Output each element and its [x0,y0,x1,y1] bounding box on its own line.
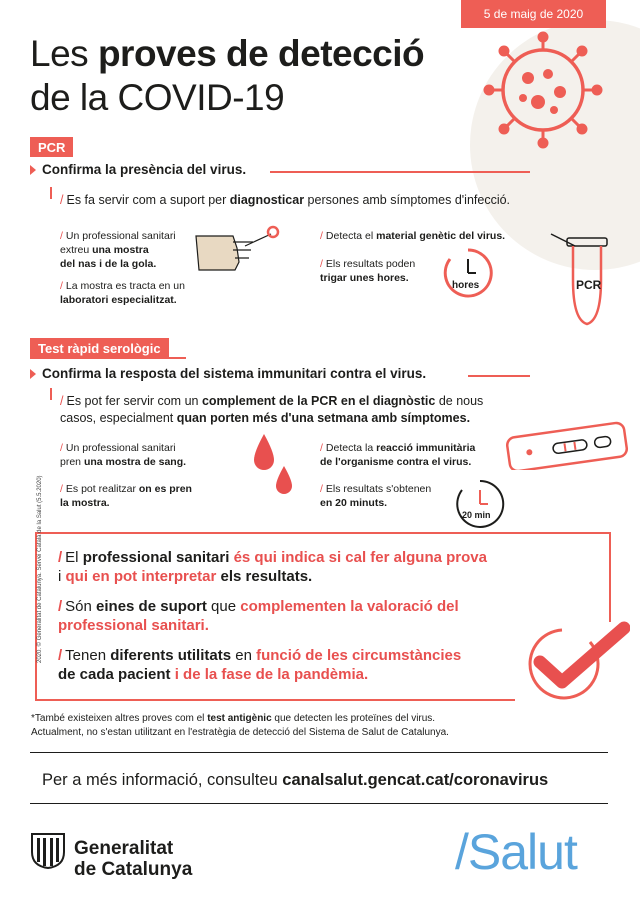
clock-20min-icon [452,476,508,532]
test-tube-icon [545,220,615,330]
clock-20min-label: 20 min [462,510,491,520]
generalitat-logo-icon [30,832,66,870]
rapid-test-icon [505,420,630,470]
box-message-1: / El professional sanitari és qui indica si cal fer alguna prova i qui en pot interpretar els resultats. [58,549,487,585]
sero-tick [50,388,52,400]
pcr-results: / Els resultats poden trigar unes hores. [320,258,416,284]
sero-heading-line [468,375,530,377]
pcr-tube-label: PCR [576,278,602,292]
checkmark-icon [520,620,630,700]
pcr-tag: PCR [30,137,73,157]
date-badge: 5 de maig de 2020 [461,0,606,28]
box-message-3: / Tenen diferents utilitats en funció de les circumstàncies de cada pacient i de la fase de la pandèmia. [58,647,462,683]
sero-sample2: / Es pot realitzar on es pren la mostra. [60,483,192,509]
more-info-top-line [30,752,608,753]
pcr-tick [50,187,52,199]
more-info-link[interactable]: canalsalut.gencat.cat/coronavirus [282,771,549,789]
pcr-heading-line [270,171,530,173]
sero-heading: Confirma la resposta del sistema immunitari contra el virus. [30,366,426,381]
more-info-bottom-line [30,803,608,804]
box-message-2: / Són eines de suport que complementen la valoració del professional sanitari. [58,598,459,634]
pcr-sample1: / Un professional sanitari extreu una mostra del nas i de la gola. [60,230,176,270]
salut-logo: /Salut [455,824,577,880]
pcr-use: / Es fa servir com a suport per diagnosticar persones amb símptomes d'infecció. [60,193,511,207]
page-title: Les proves de detecció de la COVID-19 [30,33,425,118]
pcr-heading: Confirma la presència del virus. [30,162,246,177]
credit-text: 2020. © Generalitat de Catalunya. Servei Català de la Salut (5.5.2020) [37,475,43,663]
sero-results: / Els resultats s'obtenen en 20 minuts. [320,483,432,509]
more-info: Per a més informació, consulteu canalsalut.gencat.cat/coronavirus [42,771,549,789]
sero-tag-line [30,357,186,359]
pcr-detect: / Detecta el material genètic del virus. [320,230,506,242]
virus-icon [478,30,608,150]
footnote: *També existeixen altres proves com el test antigènic que detecten les proteïnes del virus. Actualment, no s'estan utilitzant en l'estratègia de detecció del Sistema de Salut de Catalunya. [31,713,449,738]
sero-tag: Test ràpid serològic [30,338,169,358]
clock-hours-label: hores [452,280,480,291]
hand-swab-icon [193,222,283,274]
sero-use: / Es pot fer servir com un complement de la PCR en el diagnòstic de nous casos, especialment quan porten més d'una setmana amb símptomes. [60,394,484,425]
box-bottom-line [35,699,515,701]
generalitat-logo-text: Generalitat de Catalunya [74,838,193,880]
pcr-sample2: / La mostra es tracta en un laboratori especialitzat. [60,280,185,306]
blood-drops-icon [248,432,298,502]
box-top-line [35,532,610,534]
sero-sample1: / Un professional sanitari pren una mostra de sang. [60,442,187,468]
box-right-line [609,532,611,622]
sero-detect: / Detecta la reacció immunitària de l'organisme contra el virus. [320,442,476,468]
clock-icon [440,245,496,301]
